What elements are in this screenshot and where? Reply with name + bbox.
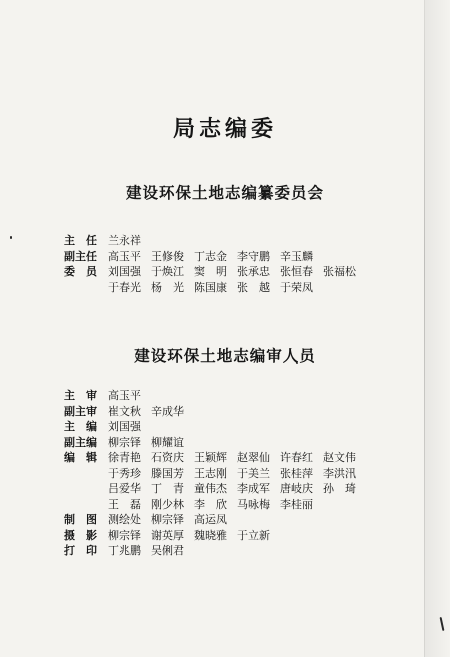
- name-list: [108, 419, 408, 435]
- staff-entry: [64, 543, 424, 559]
- person-name: 杨 光: [151, 280, 184, 294]
- person-name: 李守鹏: [237, 249, 270, 263]
- person-name: 柳宗铎: [151, 513, 184, 526]
- person-name: 于美兰: [237, 466, 270, 480]
- person-name: 窦 明: [194, 265, 227, 278]
- person-name: 测绘处: [108, 513, 141, 526]
- staff-entry: [64, 388, 424, 404]
- staff-entry: [64, 512, 424, 528]
- person-name: 赵文伟: [323, 451, 356, 464]
- person-name: 于春光: [108, 280, 141, 294]
- person-name: 石资庆: [151, 451, 184, 464]
- role-label: 副主编: [64, 435, 97, 449]
- person-name: 徐青艳: [108, 451, 141, 464]
- committee-section-title: 建设环保土地志编纂委员会: [125, 184, 324, 202]
- name-list: [108, 435, 408, 451]
- person-name: 辛成华: [151, 404, 184, 418]
- person-name: 柳宗铎: [108, 435, 141, 449]
- person-name: 马咏梅: [237, 497, 270, 511]
- staff-entry: [64, 264, 424, 295]
- name-list: [108, 249, 408, 265]
- person-name: 辛玉麟: [280, 249, 313, 263]
- role-label: 制 图: [64, 513, 97, 526]
- person-name: 于荣凤: [280, 280, 313, 294]
- committee-entries: [64, 233, 424, 295]
- person-name: 兰永祥: [108, 234, 141, 247]
- scan-speck: [10, 236, 12, 239]
- role-label: 主 编: [64, 420, 97, 433]
- review-section-title: 建设环保土地志编审人员: [134, 347, 316, 365]
- person-name: 丁兆鹏: [108, 544, 141, 557]
- person-name: 高玉平: [108, 249, 141, 263]
- staff-entry: [64, 249, 424, 265]
- role-label: 副主任: [64, 249, 97, 263]
- page-gutter-shade: [425, 0, 450, 657]
- person-name: 李洪汛: [323, 466, 356, 480]
- staff-entry: [64, 419, 424, 435]
- role-label: 编 辑: [64, 451, 97, 464]
- role-label: 委 员: [64, 265, 97, 278]
- person-name: 王志刚: [194, 466, 227, 480]
- name-list: [108, 233, 408, 249]
- name-list: [108, 264, 408, 295]
- person-name: 柳耀谊: [151, 435, 184, 449]
- role-label: 主 任: [64, 234, 97, 247]
- staff-entry: [64, 528, 424, 544]
- person-name: 李成军: [237, 482, 270, 495]
- person-name: 李桂丽: [280, 497, 313, 511]
- person-name: 陈国康: [194, 280, 227, 294]
- person-name: 孙 琦: [323, 482, 356, 495]
- name-list: [108, 388, 408, 404]
- person-name: 丁 青: [151, 482, 184, 495]
- role-label: 副主审: [64, 404, 97, 418]
- role-label: 打 印: [64, 544, 97, 557]
- name-list: [108, 543, 408, 559]
- person-name: 李 欣: [194, 497, 227, 511]
- person-name: 唐岐庆: [280, 482, 313, 495]
- person-name: 于秀珍: [108, 466, 141, 480]
- person-name: 滕国芳: [151, 466, 184, 480]
- name-list: [108, 450, 408, 512]
- person-name: 张桂萍: [280, 466, 313, 480]
- role-label: 主 审: [64, 389, 97, 402]
- staff-entry: [64, 233, 424, 249]
- person-name: 丁志金: [194, 249, 227, 263]
- person-name: 刘国强: [108, 420, 141, 433]
- person-name: 王 磊: [108, 497, 141, 511]
- person-name: 谢英厚: [151, 528, 184, 542]
- person-name: 张福松: [323, 265, 356, 278]
- person-name: 童伟杰: [194, 482, 227, 495]
- person-name: 崔文秋: [108, 404, 141, 418]
- person-name: 刚少林: [151, 497, 184, 511]
- person-name: 吴俐君: [151, 544, 184, 557]
- staff-entry: [64, 450, 424, 512]
- person-name: 柳宗铎: [108, 528, 141, 542]
- person-name: 高玉平: [108, 389, 141, 402]
- staff-entry: [64, 404, 424, 420]
- person-name: 于立新: [237, 528, 270, 542]
- person-name: 刘国强: [108, 265, 141, 278]
- person-name: 王修俊: [151, 249, 184, 263]
- person-name: 张恒春: [280, 265, 313, 278]
- name-list: [108, 512, 408, 528]
- staff-entry: [64, 435, 424, 451]
- person-name: 于焕江: [151, 265, 184, 278]
- name-list: [108, 404, 408, 420]
- name-list: [108, 528, 408, 544]
- person-name: 王颖辉: [194, 451, 227, 464]
- person-name: 魏晓雅: [194, 528, 227, 542]
- person-name: 高运凤: [194, 513, 227, 526]
- review-entries: [64, 388, 424, 559]
- person-name: 张承忠: [237, 265, 270, 278]
- person-name: 许春红: [280, 451, 313, 464]
- person-name: 吕爱华: [108, 482, 141, 495]
- person-name: 赵翠仙: [237, 451, 270, 464]
- role-label: 摄 影: [64, 528, 97, 542]
- person-name: 张 越: [237, 280, 270, 294]
- page-title: 局志编委: [172, 116, 277, 142]
